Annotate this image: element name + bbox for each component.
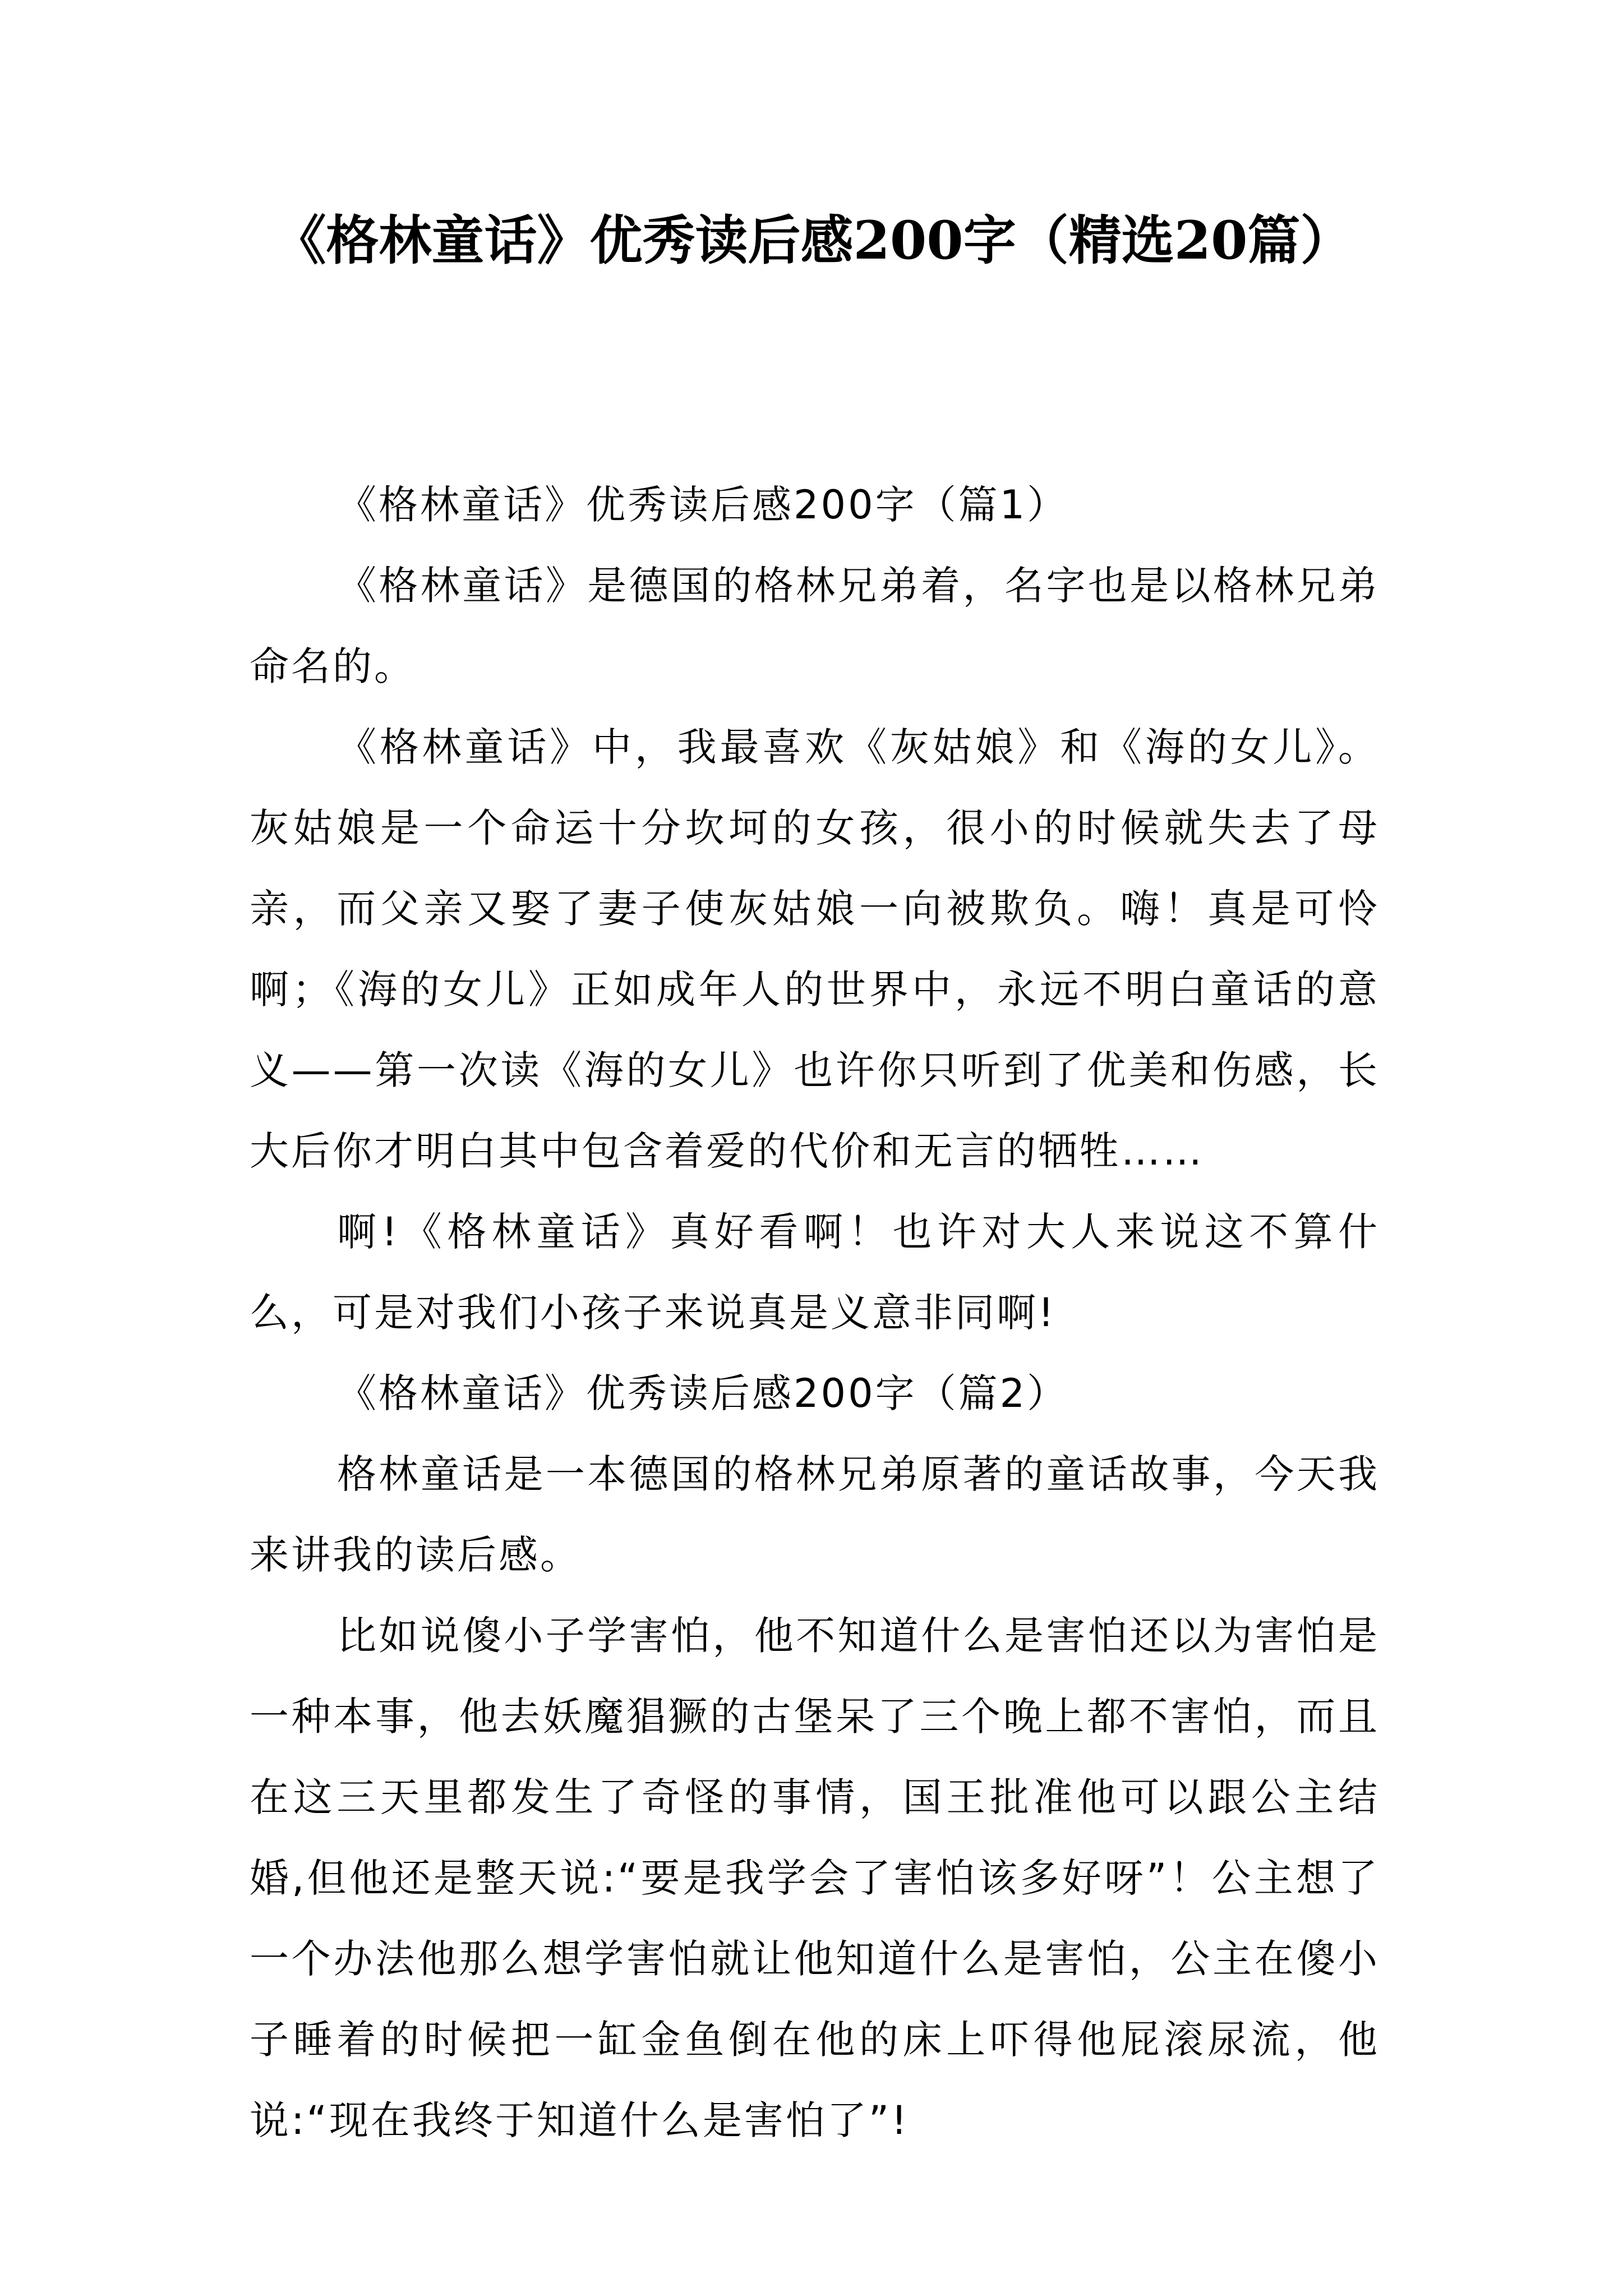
document-title: 《格林童话》优秀读后感200字（精选20篇）: [273, 210, 1353, 272]
paragraph: 《格林童话》中，我最喜欢《灰姑娘》和《海的女儿》。灰姑娘是一个命运十分坎坷的女孩，很小的时候就失去了母亲，而父亲又娶了妻子使灰姑娘一向被欺负。嗨！真是可怜啊；《海的女儿》正如成年人的世界中，永远不明白童话的意义——第一次读《海的女儿》也许你只听到了优美和伤感，长大后你才明白其中包含着爱的代价和无言的牺牲……: [250, 724, 1380, 1174]
paragraph: 比如说傻小子学害怕，他不知道什么是害怕还以为害怕是一种本事，他去妖魔猖獗的古堡呆了三个晚上都不害怕，而且在这三天里都发生了奇怪的事情，国王批准他可以跟公主结婚,但他还是整天说:“要是我学会了害怕该多好呀”！公主想了一个办法他那么想学害怕就让他知道什么是害怕，公主在傻小子睡着的时候把一缸金鱼倒在他的床上吓得他屁滚尿流，他说:“现在我终于知道什么是害怕了”!: [250, 1613, 1380, 2143]
paragraph: 《格林童话》是德国的格林兄弟着，名字也是以格林兄弟命名的。: [250, 563, 1380, 689]
paragraph: 格林童话是一本德国的格林兄弟原著的童话故事，今天我来讲我的读后感。: [250, 1451, 1380, 1578]
document-body: [250, 464, 1380, 2161]
section-heading-1: 《格林童话》优秀读后感200字（篇1）: [337, 482, 1069, 528]
section-heading-2: 《格林童话》优秀读后感200字（篇2）: [337, 1370, 1069, 1416]
paragraph: 啊!《格林童话》真好看啊！也许对大人来说这不算什么，可是对我们小孩子来说真是义意非同啊!: [250, 1209, 1380, 1336]
